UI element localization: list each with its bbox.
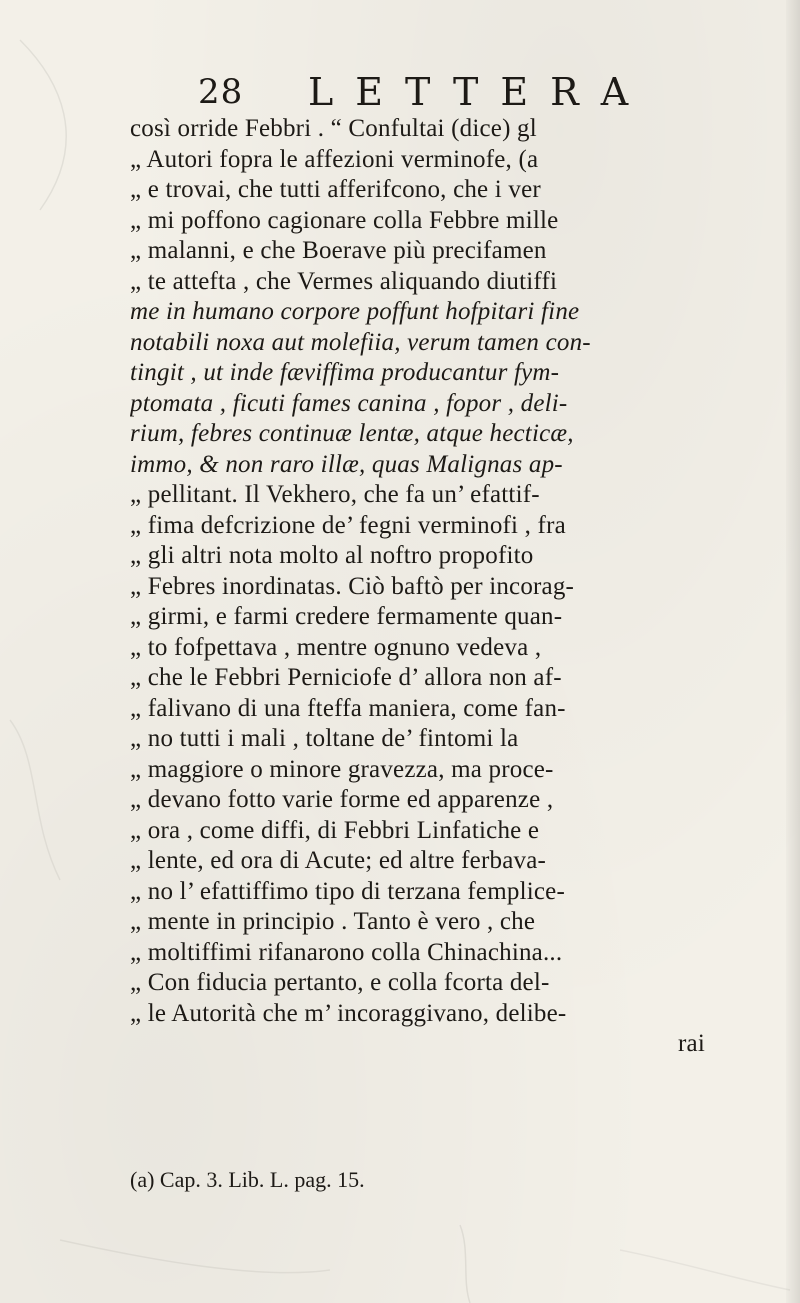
text-line-italic: immo, & non raro illæ, quas Malignas ap- bbox=[130, 450, 563, 478]
text-line: „ fima defcrizione de’ fegni verminofi , fra bbox=[130, 511, 566, 539]
text-line: „ mi poffono cagionare colla Febbre mille bbox=[130, 206, 559, 234]
running-title: LETTERA bbox=[308, 70, 651, 114]
text-line: „ ora , come diffi, di Febbri Linfatiche e bbox=[130, 816, 540, 844]
text-line: „ to fofpettava , mentre ognuno vedeva , bbox=[130, 633, 542, 661]
body-text bbox=[130, 114, 785, 1060]
text-line: „ che le Febbri Perniciofe d’ allora non af- bbox=[130, 664, 562, 691]
text-line: „ girmi, e farmi credere fermamente quan- bbox=[130, 603, 563, 630]
page-number: 28 bbox=[198, 72, 244, 112]
text-line: „ pellitant. Il Vekhero, che fa un’ efattif- bbox=[130, 481, 540, 508]
text-line: „ maggiore o minore gravezza, ma proce- bbox=[130, 755, 554, 783]
page-edge-shadow bbox=[786, 0, 800, 1303]
text-line: „ devano fotto varie forme ed apparenze , bbox=[130, 786, 554, 813]
text-line: „ le Autorità che m’ incoraggivano, delibe- bbox=[130, 999, 567, 1027]
text-line: „ e trovai, che tutti afferifcono, che i ver bbox=[130, 176, 541, 203]
text-line: „ malanni, e che Boerave più precifamen bbox=[130, 237, 547, 264]
text-line: „ Febres inordinatas. Ciò baftò per incorag- bbox=[130, 572, 575, 600]
text-line: così orride Febbri . “ Confultai (dice) gl bbox=[130, 115, 537, 142]
page-header bbox=[198, 70, 718, 114]
text-line: „ falivano di una fteffa maniera, come fan- bbox=[130, 694, 566, 722]
catchword: rai bbox=[678, 1030, 705, 1057]
text-line: „ te attefta , che Vermes aliquando diutiffi bbox=[130, 267, 558, 295]
text-line: „ lente, ed ora di Acute; ed altre ferbava- bbox=[130, 847, 547, 874]
text-line: „ no tutti i mali , toltane de’ fintomi la bbox=[130, 725, 519, 752]
text-line: „ Autori fopra le affezioni verminofe, (a bbox=[130, 145, 539, 173]
footnote: (a) Cap. 3. Lib. L. pag. 15. bbox=[130, 1167, 365, 1192]
text-line: „ gli altri nota molto al noftro propofito bbox=[130, 542, 534, 569]
text-line: „ mente in principio . Tanto è vero , che bbox=[130, 908, 536, 935]
text-line: „ Con fiducia pertanto, e colla fcorta del- bbox=[130, 969, 550, 996]
text-line-italic: rium, febres continuæ lentæ, atque hecticæ, bbox=[130, 420, 574, 447]
text-line: „ no l’ efattiffimo tipo di terzana femplice- bbox=[130, 877, 565, 905]
text-line: „ moltiffimi rifanarono colla Chinachina... bbox=[130, 938, 563, 966]
text-line-italic: tingit , ut inde fæviffima producantur fym- bbox=[130, 359, 560, 386]
text-line-italic: notabili noxa aut molefiia, verum tamen con- bbox=[130, 328, 591, 356]
text-line-italic: ptomata , ficuti fames canina , fopor , deli- bbox=[130, 389, 568, 417]
text-line-italic: me in humano corpore poffunt hofpitari fine bbox=[130, 298, 580, 325]
